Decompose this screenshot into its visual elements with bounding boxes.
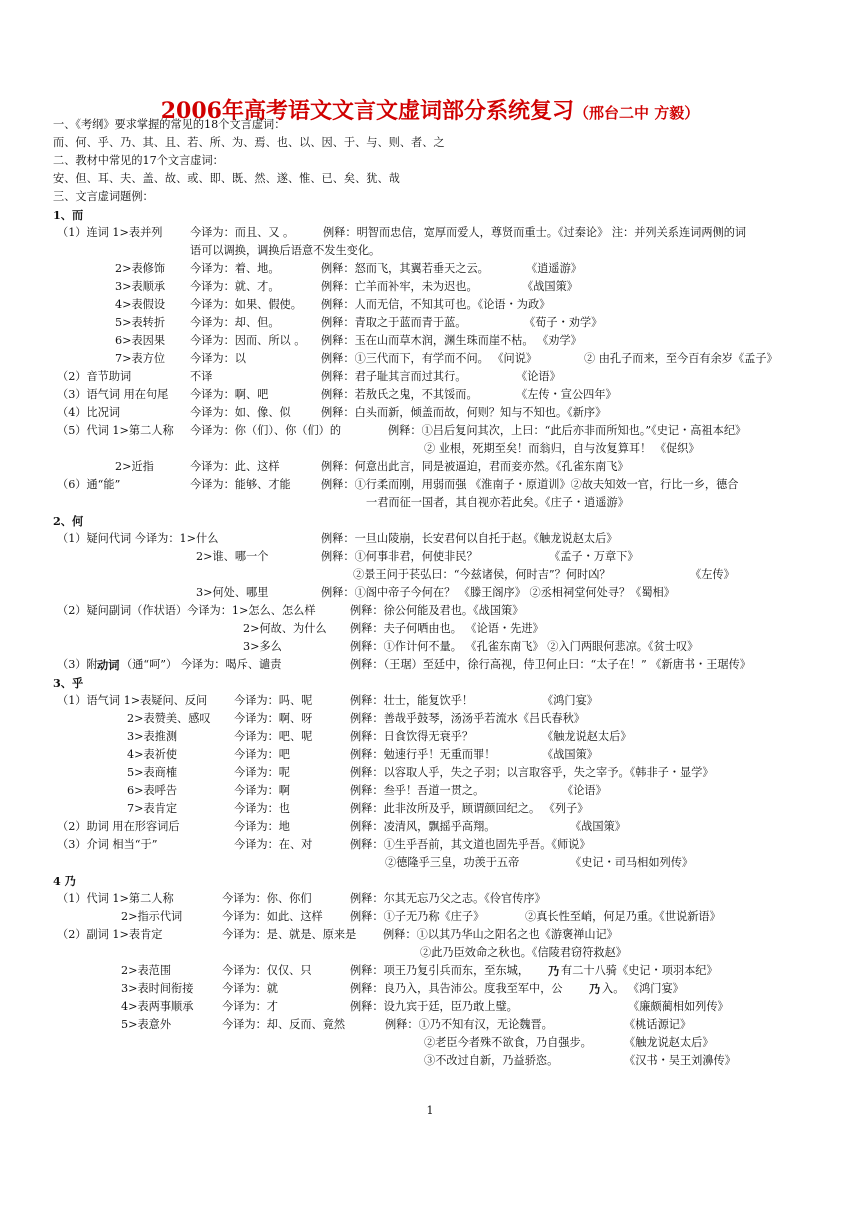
text-line-segment: 今译为：啊 <box>234 784 290 797</box>
text-line-segment: 今译为：啊、吧 <box>190 388 269 401</box>
text-line-segment: 今译为：仅仅、只 <box>222 964 312 977</box>
text-line-segment: 安、但、耳、夫、盖、故、或、即、既、然、遂、惟、已、矣、犹、哉 <box>53 172 400 185</box>
text-line-segment: 例释：①行柔而刚，用弱而强 《淮南子・原道训》②故夫知效一官，行比一乡，德合 <box>321 478 739 491</box>
text-line-segment: ②景王问于苌弘曰：“今兹诸侯，何时吉”？何时凶？ <box>353 568 611 581</box>
text-line-segment: （1）语气词 1>表疑问、反问 <box>57 694 208 707</box>
text-line-segment: 《左传・宣公四年》 <box>516 388 617 401</box>
text-line-segment: （2）音节助词 <box>57 370 132 383</box>
text-line-segment: 例释：①吕后复问其次，上曰：“此后亦非而所知也。”《史记・高祖本纪》 <box>388 424 747 437</box>
text-line-segment: 乃 <box>589 982 601 996</box>
text-line-segment: （3）附 <box>57 658 98 671</box>
text-line-segment: 《鸿门宴》 <box>542 694 598 707</box>
text-line-segment: 一、《考纲》要求掌握的常见的18个文言虚词： <box>53 118 286 131</box>
text-line-segment: 今译为：在、对 <box>234 838 313 851</box>
text-line-segment: 例释：若敖氏之鬼，不其馁而。 <box>321 388 478 401</box>
text-line-segment: 2>表范围 <box>121 964 172 977</box>
text-line-segment: 7>表方位 <box>115 352 166 365</box>
text-line-segment: ②此乃臣效命之秋也。《信陵君窃符救赵》 <box>420 946 627 959</box>
text-line-segment: （3）语气词 用在句尾 <box>57 388 169 401</box>
text-line-segment: 2>表赞美、感叹 <box>127 712 211 725</box>
text-line-segment: 而、何、乎、乃、其、且、若、所、为、焉、也、以、因、于、与、则、者、之 <box>53 136 445 149</box>
text-line-segment: 例释：日食饮得无衰乎？ <box>350 730 474 743</box>
text-line-segment: 三、文言虚词题例： <box>53 190 154 203</box>
text-line-segment: 3、乎 <box>53 676 84 690</box>
text-line-segment: 二、教材中常见的17个文言虚词： <box>53 154 224 167</box>
text-line-segment: 3>何处、哪里 <box>196 586 269 599</box>
text-line-segment: （2）副词 1>表肯定 <box>57 928 163 941</box>
text-line-segment: 入。 《鸿门宴》 <box>602 982 684 995</box>
text-line-segment: 语可以调换，调换后语意不发生变化。 <box>190 244 381 257</box>
text-line-segment: 今译为：着、地。 <box>190 262 280 275</box>
text-line-segment: 例释：①三代而下，有学而不问。 《问说》 <box>321 352 538 365</box>
text-line-segment: 1、而 <box>53 208 84 222</box>
text-line-segment: 2>指示代词 <box>121 910 183 923</box>
text-line-segment: 《战国策》 <box>570 820 626 833</box>
text-line-segment: 例释：以容取人乎，失之子羽；以言取容乎，失之宰予。《韩非子・显学》 <box>350 766 714 779</box>
text-line-segment: 今译为：因而、所以 。 <box>190 334 306 347</box>
text-line-segment: 今译为：以 <box>190 352 246 365</box>
text-line-segment: 今译为：地 <box>234 820 290 833</box>
text-line-segment: 《史记・司马相如列传》 <box>570 856 694 869</box>
text-line-segment: 例释：壮士，能复饮乎！ <box>350 694 474 707</box>
text-line-segment: 《荀子・劝学》 <box>524 316 603 329</box>
text-line-segment: 例释：①何事非君，何使非民？ <box>321 550 478 563</box>
text-line-segment: 今译为：你（们）、你（们）的 <box>190 424 342 437</box>
text-line-segment: （1）代词 1>第二人称 <box>57 892 174 905</box>
text-line-segment: 例释：项王乃复引兵而东，至东城， <box>350 964 530 977</box>
text-line-segment: 7>表肯定 <box>127 802 178 815</box>
text-line-segment: 乃 <box>548 964 560 978</box>
text-line-segment: 今译为：啊、呀 <box>234 712 313 725</box>
text-line-segment: 2>谁、哪一个 <box>196 550 269 563</box>
text-line-segment: 不译 <box>190 370 213 383</box>
text-line-segment: 今译为：而且、又 。 <box>190 226 295 239</box>
text-line-segment: 《触龙说赵太后》 <box>542 730 632 743</box>
text-line-segment: 例释：一旦山陵崩，长安君何以自托于赵。《触龙说赵太后》 <box>321 532 618 545</box>
text-line-segment: 例释：亡羊而补牢，未为迟也。 <box>321 280 478 293</box>
text-line-segment: （1）连词 1>表并列 <box>57 226 163 239</box>
text-line-segment: ② 业根，死期至矣！而翁归，自与汝复算耳！ 《促织》 <box>424 442 700 455</box>
text-line-segment: 例释：何意出此言，同是被逼迫，君而妾亦然。《孔雀东南飞》 <box>321 460 629 473</box>
text-line-segment: 例释：善哉乎鼓琴，汤汤乎若流水《吕氏春秋》 <box>350 712 585 725</box>
text-line-segment: 今译为：吧 <box>234 748 290 761</box>
text-line-segment: 今译为：也 <box>234 802 290 815</box>
text-line-segment: 《汉书・吴王刘濞传》 <box>624 1054 736 1067</box>
text-line-segment: 今译为：就、才。 <box>190 280 280 293</box>
text-line-segment: ③不改过自新，乃益骄恣。 <box>424 1054 559 1067</box>
text-line-segment: 例释：怒而飞，其翼若垂天之云。 <box>321 262 489 275</box>
text-line-segment: 2、何 <box>53 514 84 528</box>
text-line-segment: 5>表转折 <box>115 316 166 329</box>
text-line-segment: 今译为：如此、这样 <box>222 910 323 923</box>
page-number: 1 <box>426 1104 434 1117</box>
text-line-segment: 《触龙说赵太后》 <box>624 1036 714 1049</box>
text-line-segment: 2>表修饰 <box>115 262 166 275</box>
text-line-segment: 4>表两事顺承 <box>121 1000 194 1013</box>
text-line-segment: 《桃话源记》 <box>624 1018 692 1031</box>
text-line-segment: 例释：①以其乃华山之阳名之也《游褒禅山记》 <box>383 928 618 941</box>
text-line-segment: 今译为：却、反而、竟然 <box>222 1018 346 1031</box>
text-line-segment: 5>表意外 <box>121 1018 172 1031</box>
text-line-segment: 4>表祈使 <box>127 748 178 761</box>
text-line-segment: 动词 <box>97 658 120 672</box>
text-line-segment: 3>多么 <box>243 640 282 653</box>
text-line-segment: 今译为：能够、才能 <box>190 478 291 491</box>
text-line-segment: 6>表因果 <box>115 334 166 347</box>
text-line-segment: 例释：夫子何哂由也。 《论语・先进》 <box>350 622 544 635</box>
title-main: 2006年高考语文文言文虚词部分系统复习 <box>160 98 574 124</box>
text-line-segment: 例释：玉在山而草木润，渊生珠而崖不枯。 《劝学》 <box>321 334 582 347</box>
title-author: 方毅） <box>654 104 700 122</box>
text-line-segment: 例释：君子耻其言而过其行。 <box>321 370 467 383</box>
text-line-segment: ②老臣今者殊不欲食，乃自强步。 <box>424 1036 592 1049</box>
text-line-segment: ②真长性至峭，何足乃重。《世说新语》 <box>525 910 721 923</box>
text-line-segment: 例释：设九宾于廷，臣乃敢上璧。 <box>350 1000 518 1013</box>
text-line-segment: 例释：白头而新，倾盖而故，何则？知与不知也。《新序》 <box>321 406 607 419</box>
text-line-segment: 5>表商榷 <box>127 766 178 779</box>
text-line-segment: 例释：①作计何不量。 《孔雀东南飞》 ②入门两眼何悲凉。《贫士叹》 <box>350 640 699 653</box>
text-line-segment: ② 由孔子而来，至今百有余岁《孟子》 <box>584 352 778 365</box>
text-line-segment: 例释：叁乎！吾道一贯之。 <box>350 784 485 797</box>
text-line-segment: 例释：青取之于蓝而青于蓝。 <box>321 316 467 329</box>
text-line-segment: 例释：明智而忠信，宽厚而爱人，尊贤而重士。《过秦论》 注：并列关系连词两侧的词 <box>323 226 747 239</box>
text-line-segment: 《左传》 <box>690 568 735 581</box>
text-line-segment: 《廉颇蔺相如列传》 <box>628 1000 729 1013</box>
text-line-segment: 3>表时间衔接 <box>121 982 194 995</box>
text-line-segment: 今译为：才 <box>222 1000 278 1013</box>
text-line-segment: 例释：良乃入，具告沛公。度我至军中，公 <box>350 982 563 995</box>
text-line-segment: 今译为：你、你们 <box>222 892 312 905</box>
text-line-segment: 今译为：就 <box>222 982 278 995</box>
text-line-segment: 《逍遥游》 <box>526 262 582 275</box>
text-line-segment: （通“呵”） 今译为：喝斥、谴责 <box>121 658 282 671</box>
text-line-segment: （2）助词 用在形容词后 <box>57 820 180 833</box>
text-line-segment: 例释：尔其无忘乃父之志。《伶官传序》 <box>350 892 546 905</box>
text-line-segment: ②德隆乎三皇，功羡于五帝 <box>385 856 520 869</box>
text-line-segment: （4）比况词 <box>57 406 121 419</box>
text-line-segment: 例释：凌清风，飘摇乎高翔。 <box>350 820 496 833</box>
text-line-segment: 今译为：吗、呢 <box>234 694 313 707</box>
text-line-segment: 例释：徐公何能及君也。《战国策》 <box>350 604 524 617</box>
text-line-segment: 《论语》 <box>516 370 561 383</box>
text-line-segment: 例释：①生乎吾前，其文道也固先乎吾。《师说》 <box>350 838 591 851</box>
text-line-segment: 今译为：如果、假使。 <box>190 298 302 311</box>
text-line-segment: 例释：①子无乃称《庄子》 <box>350 910 485 923</box>
text-line-segment: 今译为：呢 <box>234 766 290 779</box>
text-line-segment: 4 乃 <box>53 874 76 888</box>
text-line-segment: 2>何故、为什么 <box>243 622 327 635</box>
text-line-segment: 《战国策》 <box>522 280 578 293</box>
text-line-segment: （2）疑问副词（作状语）今译为：1>怎么、怎么样 <box>57 604 316 617</box>
text-line-segment: 今译为：却、但。 <box>190 316 280 329</box>
text-line-segment: 例释：①乃不知有汉，无论魏晋。 <box>385 1018 553 1031</box>
text-line-segment: 今译为：如、像、似 <box>190 406 291 419</box>
text-line-segment: 《孟子・万章下》 <box>549 550 639 563</box>
text-line-segment: 3>表推测 <box>127 730 178 743</box>
text-line-segment: 例释：①阁中帝子今何在？ 《滕王阁序》 ②丞相祠堂何处寻？《蜀相》 <box>321 586 675 599</box>
text-line-segment: 《战国策》 <box>542 748 598 761</box>
text-line-segment: 例释：人而无信，不知其可也。《论语・为政》 <box>321 298 551 311</box>
text-line-segment: 今译为：此、这样 <box>190 460 280 473</box>
text-line-segment: 有二十八骑《史记・项羽本纪》 <box>561 964 718 977</box>
text-line-segment: 今译为：是、就是、原来是 <box>222 928 357 941</box>
text-line-segment: （5）代词 1>第二人称 <box>57 424 174 437</box>
text-line-segment: （1）疑问代词 今译为：1>什么 <box>57 532 219 545</box>
text-line-segment: 一君而征一国者，其自视亦若此矣。《庄子・逍遥游》 <box>366 496 629 509</box>
text-line-segment: 4>表假设 <box>115 298 166 311</box>
text-line-segment: 今译为：吧、呢 <box>234 730 313 743</box>
text-line-segment: （6）通“能” <box>57 478 121 491</box>
text-line-segment: 3>表顺承 <box>115 280 166 293</box>
text-line-segment: 2>近指 <box>115 460 154 473</box>
text-line-segment: 例释：（王琚）至廷中，徐行高视，侍卫何止曰：“太子在！” 《新唐书・王琚传》 <box>350 658 751 671</box>
title-school: （邢台二中 <box>573 104 655 122</box>
text-line-segment: 《论语》 <box>562 784 607 797</box>
text-line-segment: （3）介词 相当“于” <box>57 838 158 851</box>
text-line-segment: 6>表呼告 <box>127 784 178 797</box>
text-line-segment: 例释：此非汝所及乎，顾谓颜回纪之。 《列子》 <box>350 802 589 815</box>
text-line-segment: 例释：勉速行乎！无重而罪！ <box>350 748 496 761</box>
